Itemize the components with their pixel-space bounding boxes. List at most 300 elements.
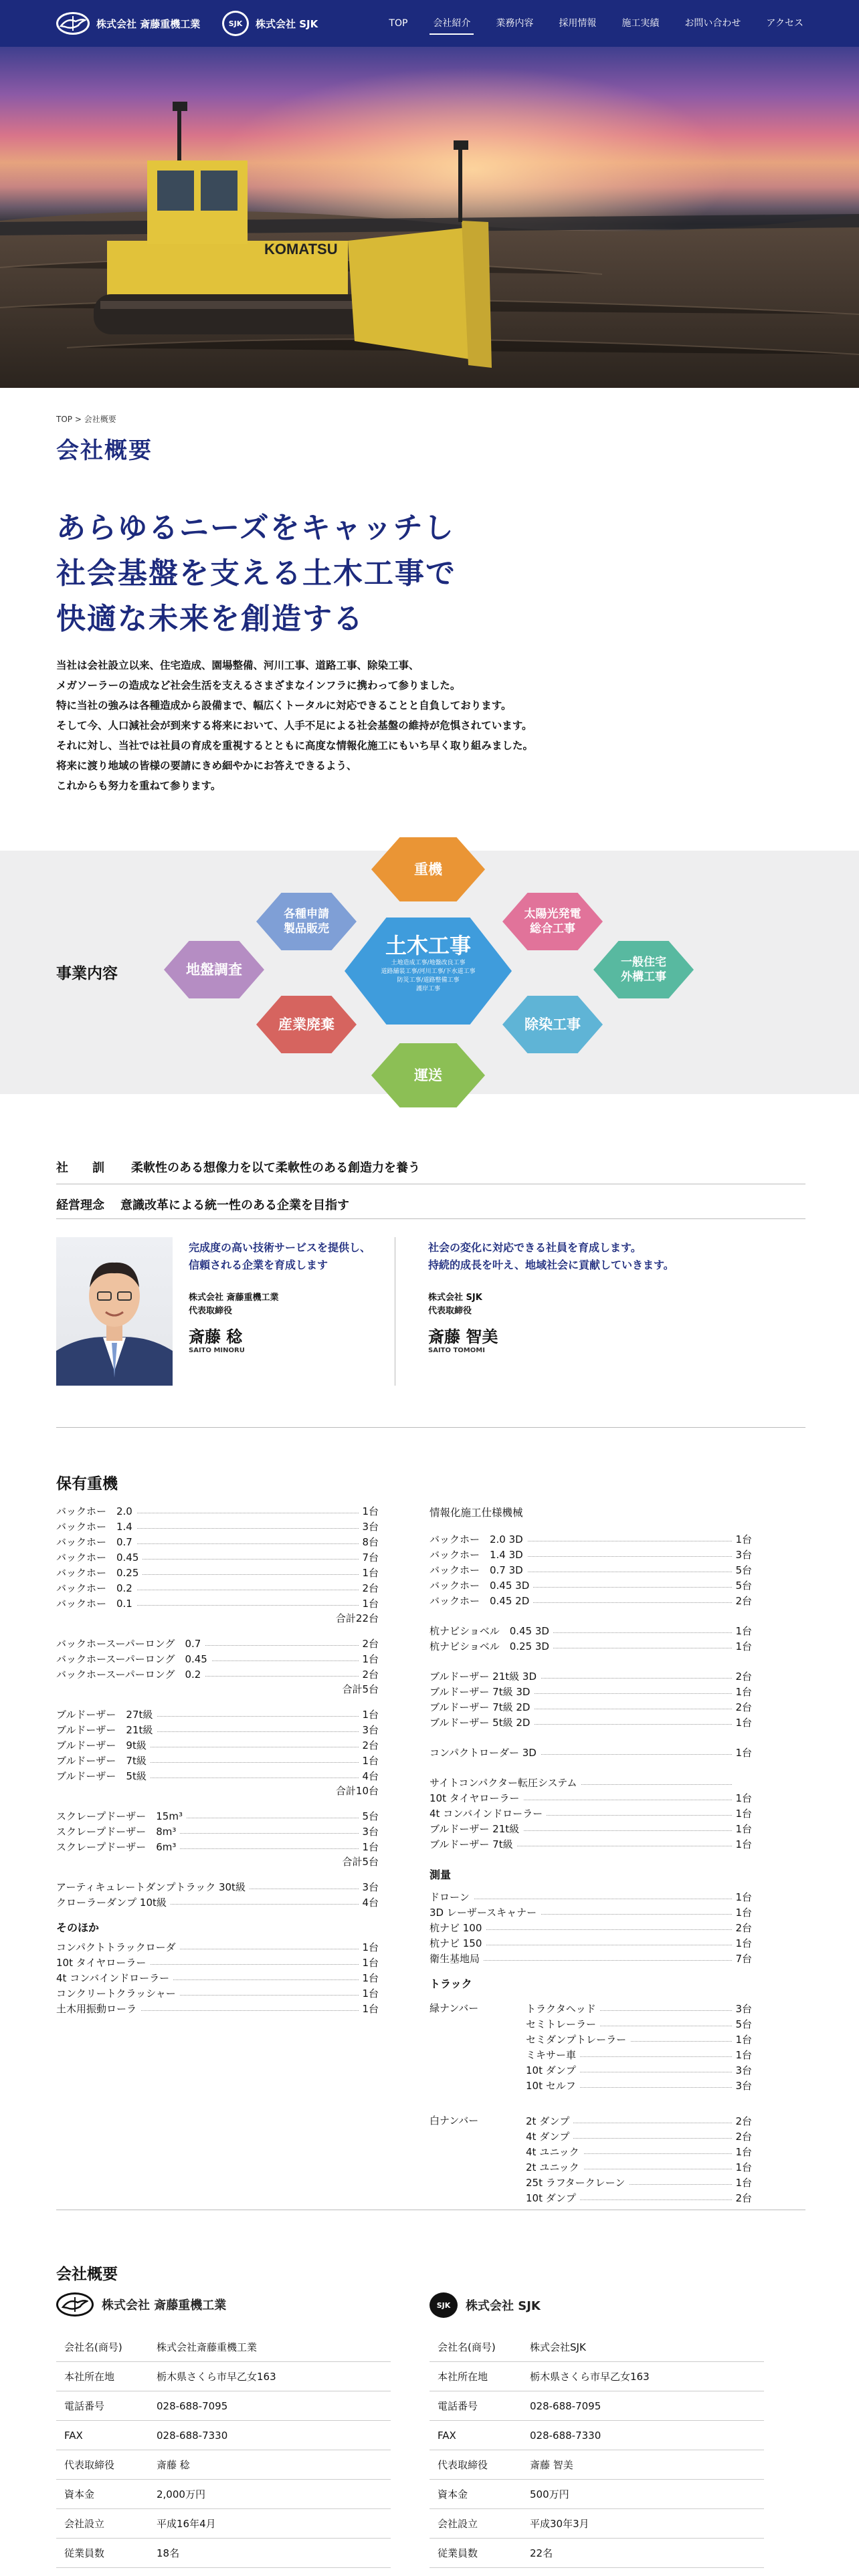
- equipment-item: [526, 2016, 752, 2031]
- equipment-count: 1台: [733, 1905, 752, 1919]
- svg-text:KOMATSU: KOMATSU: [264, 241, 338, 257]
- business-hex-label: 除染工事: [524, 1016, 581, 1033]
- equipment-item: [526, 2078, 752, 2092]
- equipment-name: ミキサー車: [526, 2048, 580, 2062]
- equipment-item: [56, 1955, 379, 1969]
- equipment-name: クローラーダンプ 10t級: [56, 1895, 171, 1909]
- equipment-total: 合計10台: [335, 1785, 379, 1797]
- person-romaji: SAITO MINORU: [189, 1347, 245, 1354]
- equipment-item: [430, 1715, 752, 1729]
- intro-line: 特に当社の強みは各種造成から設備まで、幅広くトータルに対応できることと自負しております。: [56, 700, 512, 712]
- company-info-value: 株式会社SJK: [530, 2341, 586, 2353]
- truck-heading: トラック: [430, 1977, 472, 1990]
- nav-item[interactable]: TOP: [389, 18, 408, 29]
- equipment-count: 1台: [733, 1837, 752, 1851]
- equipment-item: [430, 1669, 752, 1683]
- equipment-name: バックホー 0.7: [56, 1535, 136, 1549]
- equipment-count: 3台: [359, 1880, 379, 1894]
- equipment-item: [430, 1547, 752, 1562]
- company-info-key: 本社所在地: [64, 2371, 115, 2383]
- equipment-name: ドローン: [430, 1890, 474, 1904]
- equipment-item: [56, 1707, 379, 1721]
- equipment-count: 2台: [733, 2114, 752, 2128]
- page-title: 会社概要: [56, 437, 153, 464]
- equipment-item: [526, 2001, 752, 2016]
- equipment-item: [430, 1821, 752, 1836]
- motto-row: [56, 1158, 420, 1176]
- equipment-name: 4t コンバインドローラー: [430, 1806, 547, 1820]
- equipment-name: セミダンプトレーラー: [526, 2032, 630, 2046]
- company-info-value: 028-688-7330: [157, 2429, 228, 2442]
- company-info-row: [430, 2450, 764, 2480]
- company-info-row: [430, 2391, 764, 2421]
- equipment-count: 2台: [359, 1581, 379, 1595]
- equipment-name: 杭ナビショベル 0.25 3D: [430, 1639, 553, 1653]
- equipment-item: [430, 1593, 752, 1608]
- business-hex-label: 産業廃棄: [278, 1016, 335, 1033]
- philosophy-row: [56, 1196, 349, 1213]
- business-center-sub: 道路舗装工事/河川工事/下水道工事: [381, 968, 476, 975]
- company-info-row: [56, 2391, 391, 2421]
- equipment-item: [430, 1699, 752, 1714]
- equipment-name: ブルドーザー 5t級: [56, 1769, 151, 1783]
- business-hex-label: 一般住宅 外構工事: [621, 956, 666, 984]
- equipment-count: 1台: [359, 1753, 379, 1767]
- bulldozer-photo: [0, 47, 859, 388]
- person-company: 株式会社 SJK: [428, 1293, 482, 1303]
- equipment-name: ブルドーザー 21t級 3D: [430, 1669, 541, 1683]
- equipment-name: コンパクトローダー 3D: [430, 1745, 541, 1759]
- equipment-count: 1台: [733, 2160, 752, 2174]
- business-center-title: 土木工事: [385, 933, 471, 958]
- equipment-count: 1台: [733, 1639, 752, 1653]
- equipment-name: 4t ユニック: [526, 2145, 583, 2159]
- company-info-value: 平成16年4月: [157, 2518, 216, 2530]
- person-role: 代表取締役: [189, 1306, 233, 1316]
- equipment-item: [56, 1808, 379, 1823]
- breadcrumb: [56, 413, 116, 425]
- nav-item[interactable]: アクセス: [766, 18, 803, 29]
- company-info-value: 028-688-7095: [530, 2399, 601, 2412]
- philosophy-key: 経営理念: [56, 1198, 104, 1212]
- person-company: 株式会社 斎藤重機工業: [189, 1293, 279, 1303]
- president-photo: [56, 1237, 173, 1386]
- equipment-item: [56, 1985, 379, 2000]
- equipment-count: 7台: [733, 1951, 752, 1965]
- philosophy-value: 意識改革による統一性のある企業を目指す: [120, 1198, 349, 1212]
- equipment-name: アーティキュレートダンプトラック 30t級: [56, 1880, 250, 1894]
- equipment-name: バックホー 0.45 3D: [430, 1578, 533, 1592]
- hero-image: [0, 47, 859, 388]
- equipment-count: 1台: [359, 1652, 379, 1666]
- equipment-count: 7台: [359, 1550, 379, 1564]
- person-message: 社会の変化に対応できる社員を育成します。: [428, 1241, 642, 1254]
- equipment-count: 1台: [733, 1791, 752, 1805]
- divider: [56, 1218, 805, 1219]
- equipment-name: 杭ナビ 150: [430, 1936, 486, 1950]
- equipment-name: 10t セルフ: [526, 2078, 580, 2092]
- equipment-count: 1台: [359, 1955, 379, 1969]
- equipment-item: [430, 1836, 752, 1851]
- equipment-count: 5台: [359, 1809, 379, 1823]
- equipment-name: 25t ラフタークレーン: [526, 2175, 629, 2189]
- equipment-count: 2台: [733, 1594, 752, 1608]
- company-title: 会社概要: [56, 2266, 118, 2283]
- equipment-count: 1台: [733, 1685, 752, 1699]
- equipment-name: バックホー 2.0 3D: [430, 1532, 527, 1546]
- equipment-item: [526, 2190, 752, 2205]
- equipment-name: ブルドーザー 7t級: [430, 1837, 517, 1851]
- company-info-row: [56, 2539, 391, 2568]
- equipment-item: [56, 1596, 379, 1610]
- equipment-name: 土木用振動ローラ: [56, 2002, 140, 2016]
- equipment-count: 3台: [733, 2002, 752, 2016]
- equipment-name: スクレープドーザー 8m³: [56, 1824, 180, 1838]
- equipment-name: 10t ダンプ: [526, 2191, 580, 2205]
- equipment-count: 3台: [733, 2063, 752, 2077]
- equipment-count: 5台: [733, 1563, 752, 1577]
- breadcrumb-home[interactable]: TOP: [56, 415, 73, 424]
- business-hex-label: 重機: [414, 861, 442, 877]
- equipment-count: 4台: [359, 1895, 379, 1909]
- company-info-value: 028-688-7330: [530, 2429, 601, 2442]
- company-info-key: 資本金: [438, 2488, 468, 2500]
- equipment-item: [526, 2047, 752, 2062]
- equipment-name: セミトレーラー: [526, 2017, 600, 2031]
- equipment-subheading: そのほか: [56, 1921, 100, 1934]
- company-info-key: 代表取締役: [438, 2459, 488, 2471]
- equipment-count: 2台: [733, 1669, 752, 1683]
- equipment-name: 10t タイヤローラー: [56, 1955, 150, 1969]
- equipment-count: 1台: [733, 1806, 752, 1820]
- company-info-row: [430, 2480, 764, 2509]
- equipment-count: 1台: [733, 2048, 752, 2062]
- equipment-count: 3台: [359, 1519, 379, 1533]
- equipment-count: 2台: [733, 1700, 752, 1714]
- business-center-sub: 護岸工事: [415, 986, 440, 992]
- equipment-count: 1台: [359, 1566, 379, 1580]
- equipment-total: 合計5台: [342, 1856, 379, 1868]
- equipment-name: バックホー 1.4: [56, 1519, 136, 1533]
- equipment-item: [526, 2159, 752, 2174]
- equipment-item: [430, 1935, 752, 1950]
- equipment-item: [56, 1519, 379, 1533]
- sjk-logo-icon: SJK: [222, 11, 249, 36]
- equipment-count: 2台: [733, 2129, 752, 2143]
- person-name: 斎藤 智美: [428, 1327, 498, 1346]
- equipment-name: バックホースーパーロング 0.7: [56, 1636, 205, 1650]
- nav-item[interactable]: 会社紹介: [420, 0, 483, 47]
- equipment-count: 2台: [733, 2191, 752, 2205]
- intro-line: 当社は会社設立以来、住宅造成、園場整備、河川工事、道路工事、除染工事、: [56, 659, 419, 671]
- lead-line: 快適な未来を創造する: [56, 602, 364, 636]
- equipment-count: 1台: [733, 2145, 752, 2159]
- equipment-count: 1台: [733, 1715, 752, 1729]
- equipment-item: [56, 1722, 379, 1737]
- company-info-key: 代表取締役: [64, 2459, 115, 2471]
- company-info-value: 栃木県さくら市早乙女163: [157, 2371, 276, 2383]
- person-name: 斎藤 稔: [189, 1327, 243, 1346]
- equipment-name: バックホー 0.25: [56, 1566, 142, 1580]
- equipment-item: [430, 1578, 752, 1592]
- equipment-item: [430, 1889, 752, 1904]
- company-info-row: [56, 2421, 391, 2450]
- equipment-name: バックホースーパーロング 0.45: [56, 1652, 211, 1666]
- equipment-name: ブルドーザー 21t級: [56, 1723, 157, 1737]
- divider: [56, 1427, 805, 1428]
- intro-line: メガソーラーの造成など社会生活を支えるさまざまなインフラに携わって参りました。: [56, 679, 461, 691]
- equipment-item: [526, 2144, 752, 2159]
- equipment-name: 2t ユニック: [526, 2160, 583, 2174]
- intro-line: そして今、人口減社会が到来する将来において、人手不足による社会基盤の維持が危惧されています。: [56, 720, 533, 732]
- business-hex-label: 各種申請 製品販売: [284, 907, 329, 936]
- intro-line: これからも努力を重ねて参ります。: [56, 780, 221, 792]
- nav-item[interactable]: 採用情報: [559, 18, 597, 29]
- company-info-key: 電話番号: [438, 2400, 478, 2412]
- equipment-count: 4台: [359, 1769, 379, 1783]
- equipment-count: 1台: [733, 1822, 752, 1836]
- business-hex-label: 運送: [414, 1067, 442, 1083]
- intro-text: [56, 655, 805, 796]
- equipment-name: 杭ナビショベル 0.45 3D: [430, 1624, 553, 1638]
- equipment-name: サイトコンパクター転圧システム: [430, 1776, 581, 1790]
- equipment-count: 1台: [733, 1532, 752, 1546]
- equipment-count: 1台: [359, 1940, 379, 1954]
- intro-line: 将来に渡り地域の皆様の要請にきめ細やかにお答えできるよう、: [56, 760, 357, 772]
- business-center-sub: 土地造成工事/地盤改良工事: [391, 960, 466, 966]
- person-message: 信頼される企業を育成します: [189, 1259, 328, 1271]
- equipment-count: 1台: [359, 2002, 379, 2016]
- equipment-count: 2台: [359, 1667, 379, 1681]
- equipment-name: 杭ナビ 100: [430, 1921, 486, 1935]
- equipment-name: ブルドーザー 9t級: [56, 1738, 151, 1752]
- equipment-item: [430, 1806, 752, 1820]
- equipment-count: 1台: [359, 1596, 379, 1610]
- company-info-key: 本社所在地: [438, 2371, 488, 2383]
- equipment-item: [430, 1905, 752, 1919]
- equipment-item: [56, 1939, 379, 1954]
- equipment-name: ブルドーザー 7t級: [56, 1753, 151, 1767]
- equipment-item: [526, 2032, 752, 2046]
- equipment-item: [526, 2129, 752, 2143]
- equipment-title: 保有重機: [56, 1475, 118, 1493]
- person-role: 代表取締役: [428, 1306, 472, 1316]
- equipment-name: 4t コンバインドローラー: [56, 1971, 173, 1985]
- equipment-count: 1台: [733, 1890, 752, 1904]
- equipment-count: 3台: [359, 1824, 379, 1838]
- equipment-count: 1台: [359, 1707, 379, 1721]
- equipment-item: [430, 1638, 752, 1653]
- equipment-item: [56, 1768, 379, 1783]
- company-info-value: 株式会社斎藤重機工業: [157, 2341, 258, 2353]
- equipment-item: [430, 1623, 752, 1638]
- equipment-name: バックホースーパーロング 0.2: [56, 1667, 205, 1681]
- company-info-value: 栃木県さくら市早乙女163: [530, 2371, 650, 2383]
- company-info-row: [56, 2333, 391, 2362]
- equipment-name: バックホー 0.45: [56, 1550, 142, 1564]
- equipment-total: 合計22台: [335, 1612, 379, 1624]
- brand-saito[interactable]: [56, 12, 200, 35]
- equipment-count: 1台: [733, 2175, 752, 2189]
- equipment-count: 5台: [733, 2017, 752, 2031]
- equipment-item: [56, 1636, 379, 1650]
- equipment-item: [56, 1879, 379, 1894]
- dolphin-logo-icon: [56, 12, 90, 35]
- company-info-key: 会社名(商号): [64, 2341, 122, 2353]
- intro-line: それに対し、当社では社員の育成を重視するとともに高度な情報化施工にもいち早く取り組みました。: [56, 740, 534, 752]
- breadcrumb-sep: >: [74, 415, 82, 424]
- equipment-name: ブルドーザー 7t級 2D: [430, 1700, 534, 1714]
- company-heading-saito: [56, 2292, 226, 2317]
- equipment-name: ブルドーザー 27t級: [56, 1707, 157, 1721]
- equipment-item: [526, 2113, 752, 2128]
- site-header: [0, 0, 859, 47]
- business-hex-label: 地盤調査: [186, 962, 242, 978]
- equipment-name: スクレープドーザー 15m³: [56, 1809, 187, 1823]
- equipment-count: 1台: [359, 1504, 379, 1518]
- equipment-item: [56, 1549, 379, 1564]
- equipment-ict-title: 情報化施工仕様機械: [430, 1507, 523, 1519]
- equipment-item: [430, 1790, 752, 1805]
- equipment-count: 8台: [359, 1535, 379, 1549]
- company-info-value: 500万円: [530, 2488, 569, 2500]
- company-info-value: 平成30年3月: [530, 2518, 589, 2530]
- equipment-item: [56, 1667, 379, 1681]
- equipment-item: [430, 1920, 752, 1935]
- equipment-count: 1台: [733, 1745, 752, 1759]
- equipment-name: 2t ダンプ: [526, 2114, 573, 2128]
- equipment-name: バックホー 0.1: [56, 1596, 136, 1610]
- equipment-name: バックホー 0.45 2D: [430, 1594, 533, 1608]
- company-info-key: 会社設立: [438, 2518, 478, 2530]
- company-info-key: 電話番号: [64, 2400, 105, 2412]
- equipment-count: 3台: [733, 1547, 752, 1562]
- equipment-count: 2台: [359, 1636, 379, 1650]
- company-info-row: [430, 2509, 764, 2539]
- equipment-count: 3台: [359, 1723, 379, 1737]
- equipment-name: スクレープドーザー 6m³: [56, 1840, 180, 1854]
- company-table-sjk: [430, 2333, 764, 2568]
- equipment-item: [56, 1503, 379, 1518]
- breadcrumb-current: 会社概要: [84, 415, 116, 424]
- company-name: 株式会社 SJK: [466, 2299, 541, 2313]
- equipment-count: 3台: [733, 2078, 752, 2092]
- equipment-item: [56, 1737, 379, 1752]
- equipment-subheading: 測量: [430, 1868, 452, 1881]
- company-info-key: 資本金: [64, 2488, 95, 2500]
- sjk-logo-icon: SJK: [430, 2292, 458, 2318]
- equipment-name: ブルドーザー 5t級 2D: [430, 1715, 534, 1729]
- equipment-item: [430, 1775, 752, 1790]
- company-info-key: 従業員数: [64, 2547, 105, 2559]
- equipment-item: [56, 1970, 379, 1985]
- company-info-row: [56, 2509, 391, 2539]
- dolphin-logo-icon: [56, 2292, 94, 2317]
- brand-sjk-name: 株式会社 SJK: [256, 17, 318, 30]
- business-label: 事業内容: [56, 965, 118, 982]
- equipment-item: [430, 1745, 752, 1759]
- equipment-count: 2台: [733, 1921, 752, 1935]
- truck-group-label: 緑ナンバー: [430, 2002, 479, 2014]
- equipment-item: [526, 2062, 752, 2077]
- person-card-1: [189, 1239, 389, 1354]
- nav-item[interactable]: お問い合わせ: [684, 18, 741, 29]
- equipment-item: [430, 1562, 752, 1577]
- equipment-name: 衛生基地局: [430, 1951, 484, 1965]
- equipment-count: 5台: [733, 1578, 752, 1592]
- equipment-name: 10t ダンプ: [526, 2063, 580, 2077]
- equipment-item: [56, 1753, 379, 1767]
- business-center: [345, 932, 512, 994]
- company-info-value: 斎藤 稔: [157, 2459, 190, 2471]
- company-info-key: 従業員数: [438, 2547, 478, 2559]
- equipment-count: 1台: [359, 1971, 379, 1985]
- company-table-saito: [56, 2333, 391, 2568]
- equipment-item: [56, 1895, 379, 1909]
- company-info-row: [430, 2539, 764, 2568]
- equipment-name: バックホー 0.7 3D: [430, 1563, 527, 1577]
- equipment-name: 3D レーザースキャナー: [430, 1905, 541, 1919]
- lead-copy: [56, 506, 456, 642]
- company-info-row: [430, 2421, 764, 2450]
- company-info-value: 22名: [530, 2547, 553, 2559]
- company-info-value: 斎藤 智美: [530, 2459, 573, 2471]
- equipment-item: [526, 2175, 752, 2189]
- equipment-name: ブルドーザー 7t級 3D: [430, 1685, 534, 1699]
- equipment-item: [430, 1684, 752, 1699]
- equipment-item: [56, 1824, 379, 1838]
- nav-item[interactable]: 業務内容: [496, 18, 534, 29]
- motto-key: 社 訓: [56, 1161, 104, 1175]
- equipment-name: バックホー 1.4 3D: [430, 1547, 527, 1562]
- person-romaji: SAITO TOMOMI: [428, 1347, 485, 1354]
- nav-item[interactable]: 施工実績: [622, 18, 660, 29]
- company-info-row: [430, 2333, 764, 2362]
- company-info-key: FAX: [438, 2429, 456, 2442]
- equipment-name: バックホー 2.0: [56, 1504, 136, 1518]
- global-nav: [376, 0, 816, 47]
- equipment-count: 1台: [359, 1986, 379, 2000]
- company-info-value: 028-688-7095: [157, 2399, 228, 2412]
- company-info-key: 会社設立: [64, 2518, 105, 2530]
- equipment-count: 2台: [359, 1738, 379, 1752]
- equipment-name: コンクリートクラッシャー: [56, 1986, 180, 2000]
- equipment-count: 1台: [359, 1840, 379, 1854]
- equipment-name: 4t ダンプ: [526, 2129, 573, 2143]
- equipment-total: 合計5台: [342, 1683, 379, 1695]
- equipment-count: 1台: [733, 2032, 752, 2046]
- company-info-row: [430, 2362, 764, 2391]
- brand-sjk[interactable]: [222, 11, 318, 36]
- company-info-key: 会社名(商号): [438, 2341, 496, 2353]
- business-hexagons: [0, 829, 859, 1123]
- equipment-item: [430, 1951, 752, 1965]
- equipment-item: [430, 1531, 752, 1546]
- equipment-item: [56, 1534, 379, 1549]
- business-center-sub: 防災工事/道路整備工事: [397, 977, 460, 984]
- company-info-key: FAX: [64, 2429, 83, 2442]
- company-heading-sjk: [430, 2292, 541, 2318]
- equipment-item: [56, 1565, 379, 1580]
- equipment-name: 10t タイヤローラー: [430, 1791, 523, 1805]
- company-info-row: [56, 2450, 391, 2480]
- company-info-row: [56, 2362, 391, 2391]
- company-info-row: [56, 2480, 391, 2509]
- equipment-item: [56, 1839, 379, 1854]
- equipment-name: トラクタヘッド: [526, 2002, 600, 2016]
- equipment-item: [56, 2001, 379, 2016]
- equipment-name: ブルドーザー 21t級: [430, 1822, 523, 1836]
